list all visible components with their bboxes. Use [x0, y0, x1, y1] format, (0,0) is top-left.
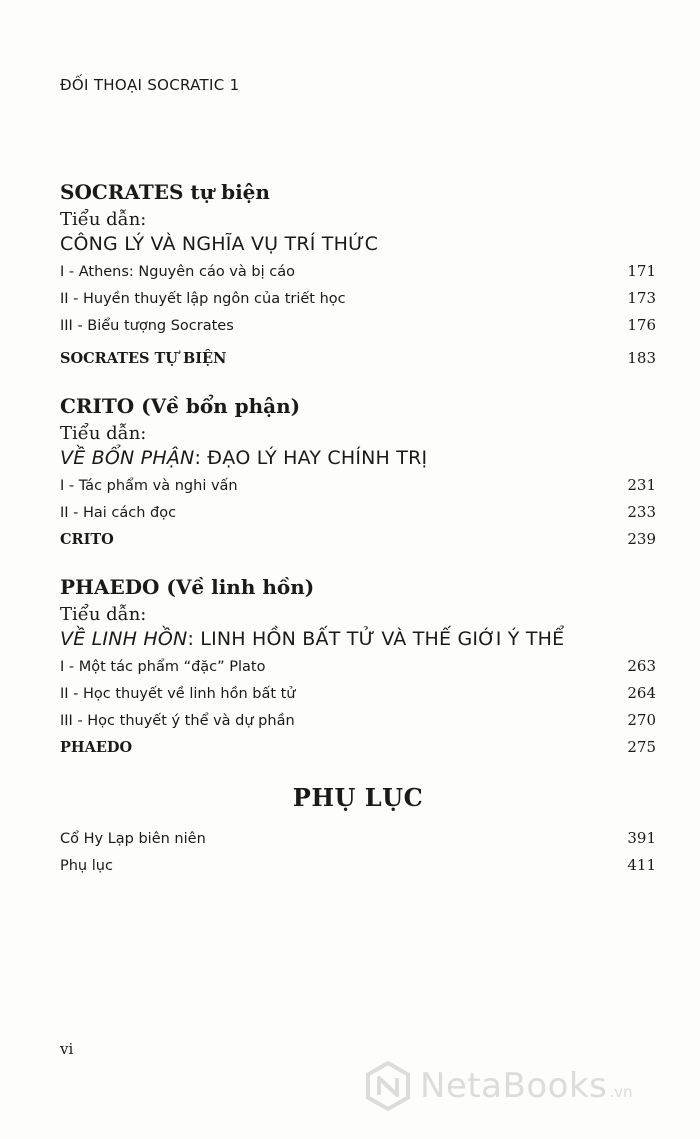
watermark-suffix: .vn [609, 1083, 633, 1101]
toc-entry[interactable] [60, 707, 656, 734]
appendix-entry-page: 391 [627, 829, 656, 847]
toc-entry-label: II - Huyền thuyết lập ngôn của triết học [60, 291, 346, 307]
toc-entry-label: I - Athens: Nguyên cáo và bị cáo [60, 264, 295, 280]
toc-entry-page: 171 [627, 262, 656, 280]
appendix-entry-label: Phụ lục [60, 858, 113, 874]
toc-entry-label: II - Học thuyết về linh hồn bất tử [60, 686, 296, 702]
toc-text-entry-label: CRITO [60, 531, 114, 548]
toc-entry[interactable] [60, 258, 656, 285]
toc-entry[interactable] [60, 472, 656, 499]
toc-entry[interactable] [60, 499, 656, 526]
toc-entry[interactable] [60, 285, 656, 312]
intro-label: Tiểu dẫn: [60, 209, 147, 230]
appendix-entry[interactable] [60, 852, 656, 879]
toc-entry-page: 231 [627, 476, 656, 494]
toc-text-entry[interactable] [60, 345, 656, 372]
table-of-contents [60, 178, 656, 879]
toc-entry-page: 270 [627, 711, 656, 729]
intro-title-italic: VỀ BỔN PHẬN [60, 447, 195, 469]
toc-entry-label: I - Tác phẩm và nghi vấn [60, 478, 238, 494]
toc-entry-page: 263 [627, 657, 656, 675]
watermark [362, 1060, 633, 1112]
intro-title-rest: : LINH HỒN BẤT TỬ VÀ THẾ GIỚI Ý THỂ [187, 628, 565, 650]
intro-title [60, 445, 656, 472]
appendix-entry[interactable] [60, 825, 656, 852]
intro-title [60, 626, 656, 653]
section-title: SOCRATES tự biện [60, 180, 270, 204]
toc-entry-label: I - Một tác phẩm “đặc” Plato [60, 659, 266, 675]
toc-text-entry[interactable] [60, 734, 656, 761]
intro-label: Tiểu dẫn: [60, 423, 147, 444]
page-number: vi [60, 1040, 74, 1058]
toc-entry[interactable] [60, 312, 656, 339]
appendix-title: PHỤ LỤC [292, 783, 424, 812]
section-title: CRITO (Về bổn phận) [60, 394, 301, 418]
toc-text-entry[interactable] [60, 526, 656, 553]
toc-text-entry-page: 183 [627, 349, 656, 367]
section-title: PHAEDO (Về linh hồn) [60, 575, 315, 599]
toc-entry-label: II - Hai cách đọc [60, 505, 177, 521]
toc-text-entry-label: SOCRATES TỰ BIỆN [60, 350, 227, 367]
intro-title [60, 231, 656, 258]
toc-section-phaedo [60, 573, 656, 761]
appendix-entry-page: 411 [627, 856, 656, 874]
toc-entry-page: 233 [627, 503, 656, 521]
toc-entry-label: III - Học thuyết ý thể và dự phần [60, 713, 295, 729]
intro-title-rest: CÔNG LÝ VÀ NGHĨA VỤ TRÍ THỨC [60, 233, 379, 255]
running-head: ĐỐI THOẠI SOCRATIC 1 [60, 76, 240, 94]
toc-entry-label: III - Biểu tượng Socrates [60, 318, 234, 334]
appendix-entry-label: Cổ Hy Lạp biên niên [60, 831, 206, 847]
toc-entry-page: 264 [627, 684, 656, 702]
intro-title-italic: VỀ LINH HỒN [60, 628, 188, 650]
intro-title-rest: : ĐẠO LÝ HAY CHÍNH TRỊ [194, 447, 428, 469]
netabooks-logo-icon [362, 1060, 414, 1112]
watermark-name: NetaBooks [420, 1066, 608, 1106]
toc-text-entry-page: 275 [627, 738, 656, 756]
toc-entry-page: 176 [627, 316, 656, 334]
toc-text-entry-page: 239 [627, 530, 656, 548]
toc-entry[interactable] [60, 680, 656, 707]
toc-section-crito [60, 392, 656, 553]
toc-entry[interactable] [60, 653, 656, 680]
toc-entry-page: 173 [627, 289, 656, 307]
toc-section-socrates [60, 178, 656, 372]
intro-label: Tiểu dẫn: [60, 604, 147, 625]
toc-text-entry-label: PHAEDO [60, 739, 133, 756]
